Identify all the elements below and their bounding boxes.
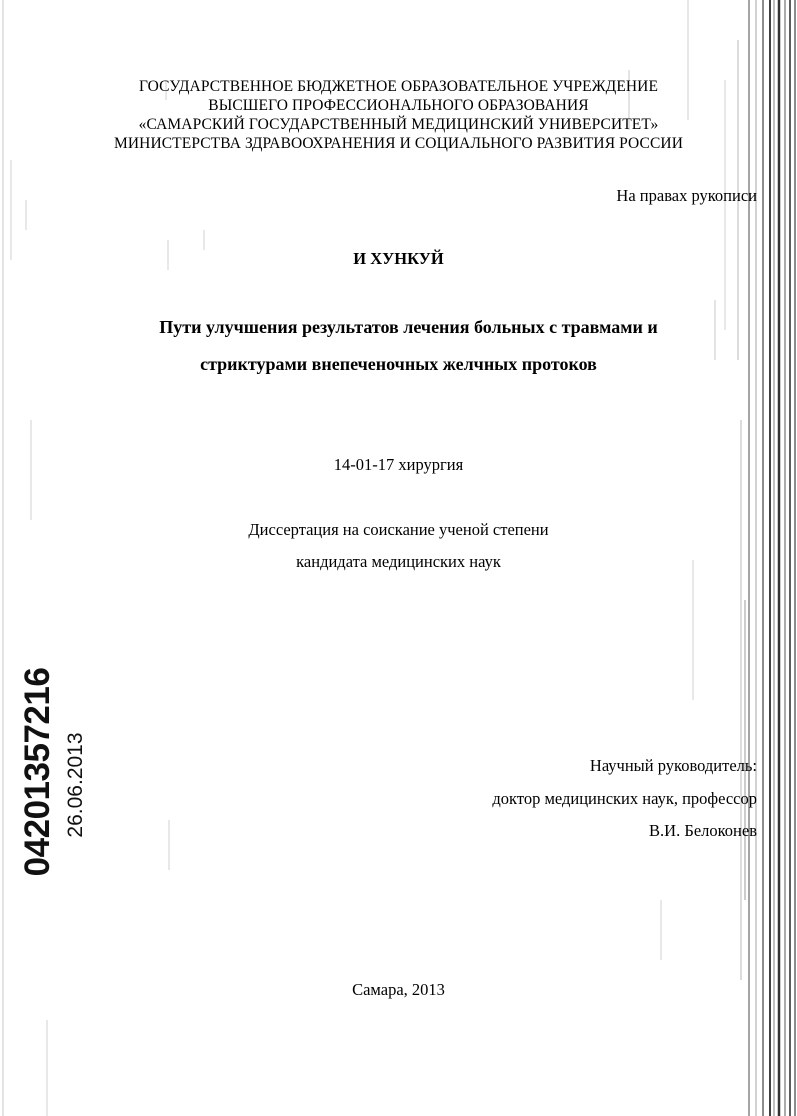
supervisor-name: В.И. Белоконев	[649, 821, 757, 840]
author-name: И ХУНКУЙ	[353, 249, 444, 268]
header-line-1: ГОСУДАРСТВЕННОЕ БЮДЖЕТНОЕ ОБРАЗОВАТЕЛЬНОЕ УЧРЕЖДЕНИЕ	[138, 78, 659, 95]
degree-line-1: Диссертация на соискание ученой степени	[248, 520, 549, 539]
title-line-2: стриктурами внепеченочных желчных протоков	[200, 354, 597, 374]
manuscript-note: На правах рукописи	[616, 186, 757, 205]
title-line-1: Пути улучшения результатов лечения больных с травмами и	[159, 317, 658, 337]
header-line-4: МИНИСТЕРСТВА ЗДРАВООХРАНЕНИЯ И СОЦИАЛЬНОГО РАЗВИТИЯ РОССИИ	[113, 135, 683, 152]
place-year: Самара, 2013	[352, 980, 445, 999]
library-stamp-date: 26.06.2013	[64, 732, 87, 838]
header-line-3: «САМАРСКИЙ ГОСУДАРСТВЕННЫЙ МЕДИЦИНСКИЙ УНИВЕРСИТЕТ»	[138, 116, 659, 133]
supervisor-degree: доктор медицинских наук, профессор	[492, 789, 757, 808]
library-stamp-number: 04201357216	[18, 667, 57, 877]
degree-line-2: кандидата медицинских наук	[296, 552, 501, 571]
specialty-code: 14-01-17 хирургия	[333, 455, 464, 474]
header-line-2: ВЫСШЕГО ПРОФЕССИОНАЛЬНОГО ОБРАЗОВАНИЯ	[208, 97, 589, 114]
supervisor-label: Научный руководитель:	[589, 756, 757, 775]
